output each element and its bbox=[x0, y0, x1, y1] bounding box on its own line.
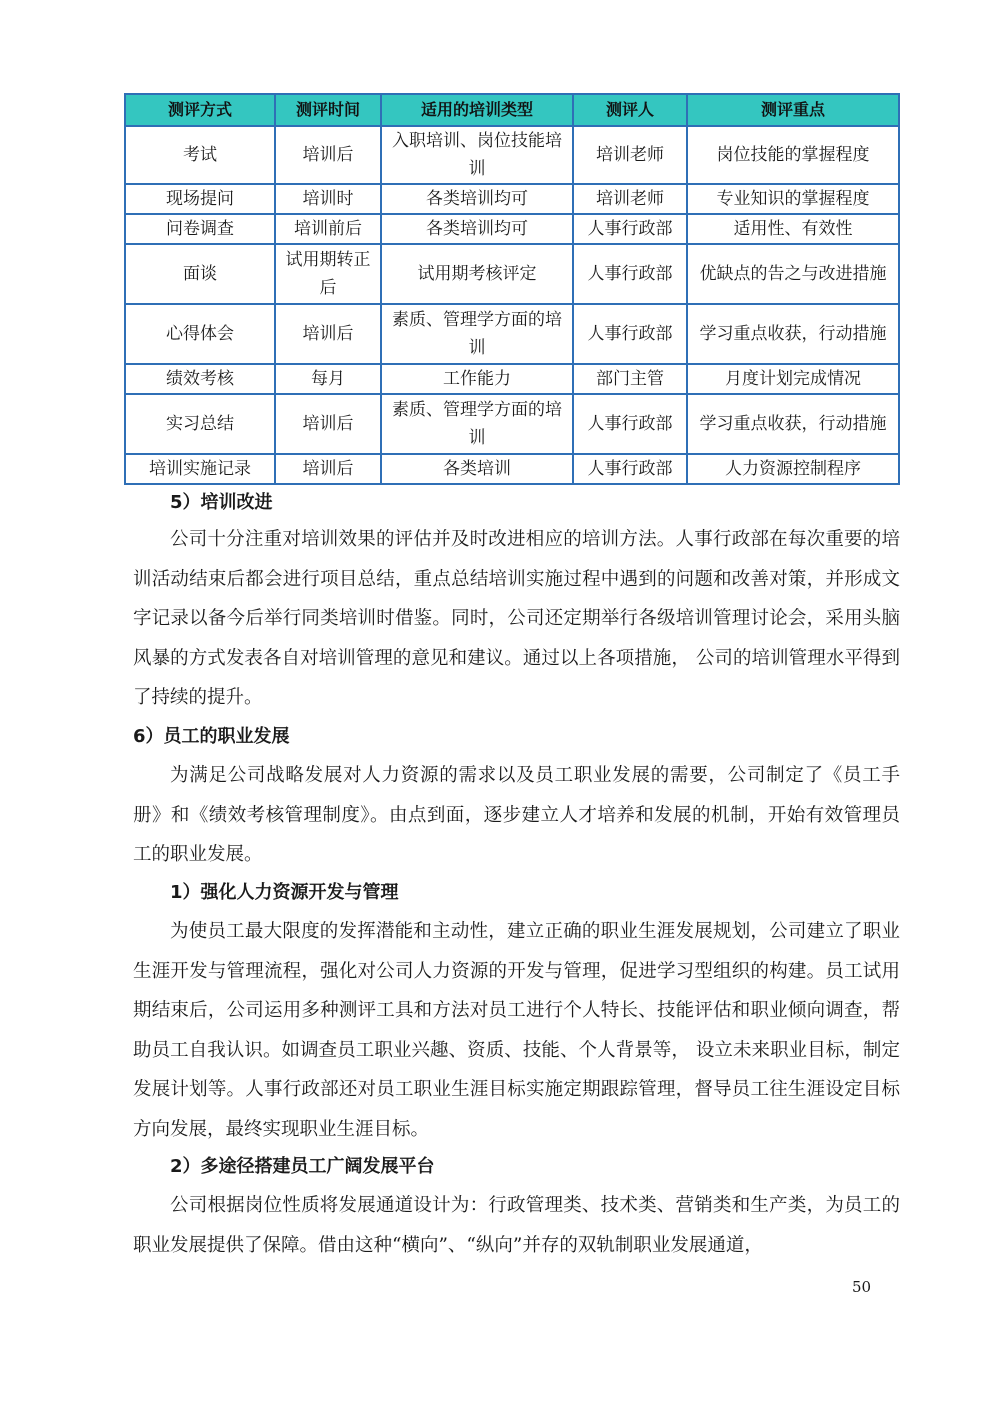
table-cell: 培训后 bbox=[275, 126, 381, 184]
table-cell: 试用期转正后 bbox=[275, 244, 381, 304]
section-heading-training-improvement: 5）培训改进 bbox=[170, 492, 273, 513]
table-cell: 学习重点收获，行动措施 bbox=[687, 394, 899, 454]
paragraph-development-platform: 公司根据岗位性质将发展通道设计为：行政管理类、技术类、营销类和生产类，为员工的职业发展提供了保障。借由这种“横向”、“纵向”并存的双轨制职业发展通道， bbox=[133, 1195, 900, 1256]
table-row bbox=[125, 304, 899, 364]
table-header-row bbox=[125, 94, 899, 126]
table-cell: 培训后 bbox=[275, 394, 381, 454]
table-cell: 月度计划完成情况 bbox=[687, 364, 899, 394]
table-cell: 优缺点的告之与改进措施 bbox=[687, 244, 899, 304]
table-cell: 素质、管理学方面的培训 bbox=[381, 394, 573, 454]
table-cell: 学习重点收获，行动措施 bbox=[687, 304, 899, 364]
table-cell: 部门主管 bbox=[573, 364, 687, 394]
table-cell: 培训后 bbox=[275, 454, 381, 484]
table-cell: 适用性、有效性 bbox=[687, 214, 899, 244]
table-row bbox=[125, 214, 899, 244]
table-cell: 面谈 bbox=[125, 244, 275, 304]
table-cell: 实习总结 bbox=[125, 394, 275, 454]
table-cell: 培训老师 bbox=[573, 184, 687, 214]
paragraph-career-development: 为满足公司战略发展对人力资源的需求以及员工职业发展的需要，公司制定了《员工手册》和《绩效考核管理制度》。由点到面，逐步建立人才培养和发展的机制，开始有效管理员工的职业发展。 bbox=[133, 765, 900, 865]
header-cell: 测评方式 bbox=[125, 94, 275, 126]
table-row bbox=[125, 364, 899, 394]
table-cell: 岗位技能的掌握程度 bbox=[687, 126, 899, 184]
table-cell: 各类培训均可 bbox=[381, 184, 573, 214]
subsection-heading-hr-development: 1）强化人力资源开发与管理 bbox=[170, 882, 399, 903]
table-row bbox=[125, 184, 899, 214]
subsection-heading-development-platform: 2）多途径搭建员工广阔发展平台 bbox=[170, 1156, 435, 1177]
table-cell: 人事行政部 bbox=[573, 244, 687, 304]
table-cell: 培训实施记录 bbox=[125, 454, 275, 484]
table-cell: 人事行政部 bbox=[573, 394, 687, 454]
table-row bbox=[125, 126, 899, 184]
table-cell: 绩效考核 bbox=[125, 364, 275, 394]
table-cell: 各类培训均可 bbox=[381, 214, 573, 244]
table-row bbox=[125, 394, 899, 454]
table-cell: 培训老师 bbox=[573, 126, 687, 184]
table-cell: 工作能力 bbox=[381, 364, 573, 394]
table-cell: 心得体会 bbox=[125, 304, 275, 364]
table-cell: 现场提问 bbox=[125, 184, 275, 214]
header-cell: 适用的培训类型 bbox=[381, 94, 573, 126]
table-cell: 试用期考核评定 bbox=[381, 244, 573, 304]
paragraph-hr-development: 为使员工最大限度的发挥潜能和主动性，建立正确的职业生涯发展规划，公司建立了职业生涯开发与管理流程，强化对公司人力资源的开发与管理，促进学习型组织的构建。员工试用期结束后，公司运用多种测评工具和方法对员工进行个人特长、技能评估和职业倾向调查，帮助员工自我认识。如调查员工职业兴趣、资质、技能、个人背景等， 设立未来职业目标，制定发展计划等。人事行政部还对员工职业生涯目标实施定期跟踪管理，督导员工往生涯设定目标方向发展，最终实现职业生涯目标。 bbox=[133, 921, 900, 1140]
page-number: 50 bbox=[852, 1278, 872, 1296]
table-cell: 各类培训 bbox=[381, 454, 573, 484]
table-cell: 人事行政部 bbox=[573, 454, 687, 484]
table-cell: 培训时 bbox=[275, 184, 381, 214]
table-row bbox=[125, 454, 899, 484]
header-cell: 测评时间 bbox=[275, 94, 381, 126]
table-row bbox=[125, 244, 899, 304]
table-cell: 素质、管理学方面的培训 bbox=[381, 304, 573, 364]
table-cell: 人力资源控制程序 bbox=[687, 454, 899, 484]
table-cell: 人事行政部 bbox=[573, 214, 687, 244]
table-cell: 问卷调查 bbox=[125, 214, 275, 244]
header-cell: 测评人 bbox=[573, 94, 687, 126]
table-cell: 培训前后 bbox=[275, 214, 381, 244]
evaluation-methods-table bbox=[124, 93, 900, 485]
table-cell: 专业知识的掌握程度 bbox=[687, 184, 899, 214]
table-cell: 考试 bbox=[125, 126, 275, 184]
header-cell: 测评重点 bbox=[687, 94, 899, 126]
paragraph-training-improvement: 公司十分注重对培训效果的评估并及时改进相应的培训方法。人事行政部在每次重要的培训活动结束后都会进行项目总结，重点总结培训实施过程中遇到的问题和改善对策，并形成文字记录以备今后举行同类培训时借鉴。同时，公司还定期举行各级培训管理讨论会，采用头脑风暴的方式发表各自对培训管理的意见和建议。通过以上各项措施， 公司的培训管理水平得到了持续的提升。 bbox=[133, 529, 900, 708]
table-cell: 培训后 bbox=[275, 304, 381, 364]
section-heading-career-development: 6）员工的职业发展 bbox=[133, 726, 290, 747]
table-cell: 每月 bbox=[275, 364, 381, 394]
table-cell: 人事行政部 bbox=[573, 304, 687, 364]
table-cell: 入职培训、岗位技能培训 bbox=[381, 126, 573, 184]
